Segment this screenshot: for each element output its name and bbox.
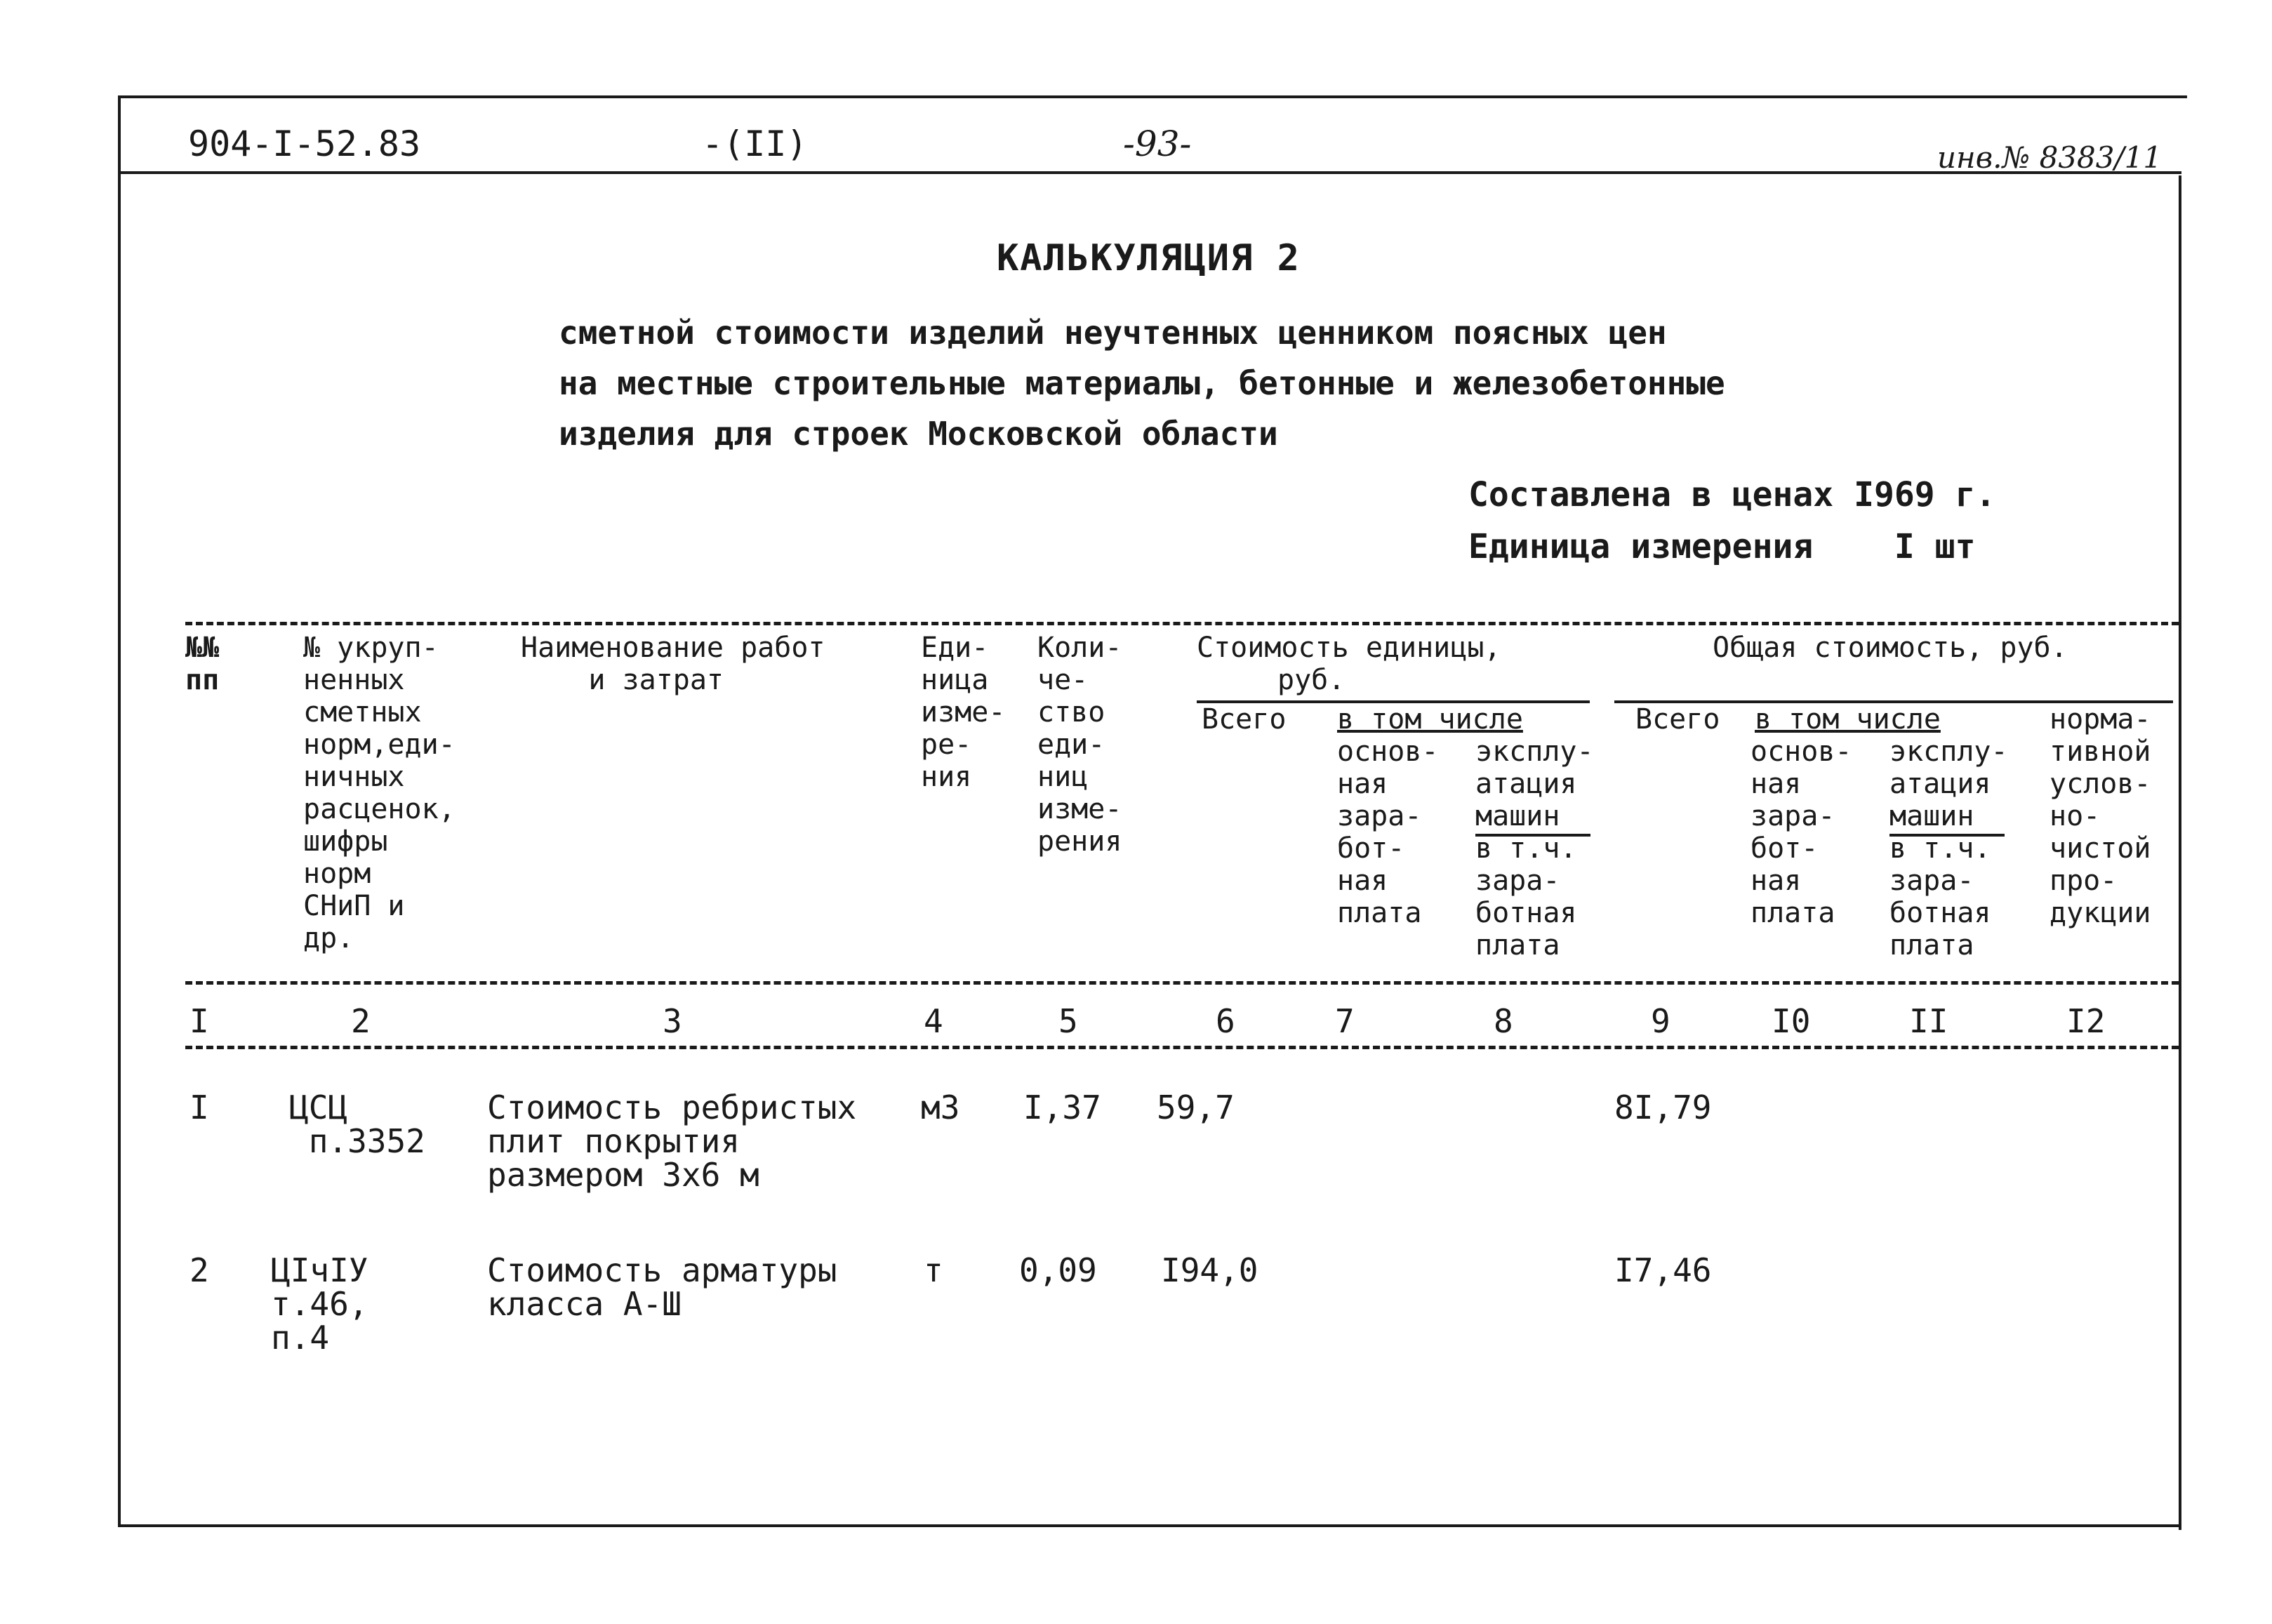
document-title: КАЛЬКУЛЯЦИЯ 2 (997, 237, 1301, 279)
col-header-name: Наименование работ и затрат (521, 632, 825, 696)
row-total: I7,46 (1614, 1251, 1712, 1289)
col-number-12: I2 (2066, 1002, 2106, 1040)
row-unit-total: 59,7 (1157, 1089, 1235, 1126)
row-unit-total: I94,0 (1161, 1251, 1258, 1289)
row-name: Стоимость ребристых плит покрытия размером 3х6 м (487, 1089, 857, 1194)
col-number-6: 6 (1216, 1002, 1235, 1040)
col-header-total-wage: основ- ная зара- бот- ная плата (1750, 736, 1852, 929)
table-top-rule (185, 622, 2179, 625)
col-header-unit-wage: основ- ная зара- бот- ная плата (1337, 736, 1439, 929)
row-qty: 0,09 (1019, 1251, 1097, 1289)
col-header-num: №№ пп (185, 632, 220, 696)
col-number-5: 5 (1058, 1002, 1078, 1040)
frame-top-border (118, 95, 2187, 98)
col-number-9: 9 (1651, 1002, 1670, 1040)
col-header-total-machines-wage: в т.ч. зара- ботная плата (1889, 832, 1991, 961)
col-number-3: 3 (663, 1002, 682, 1040)
col-header-total: Всего (1635, 703, 1720, 736)
row-number: 2 (190, 1251, 209, 1289)
col-number-8: 8 (1494, 1002, 1513, 1040)
row-unit: т (924, 1251, 943, 1289)
frame-left-border (118, 95, 121, 1527)
document-subtitle: сметной стоимости изделий неучтенных ценником поясных цен на местные строительные материалы, бетонные и железобетонные изделия для строек Московской области (559, 314, 1725, 453)
row-unit: м3 (921, 1089, 960, 1126)
header-bottom-rule (185, 981, 2179, 985)
row-code: ЦСЦ п.3352 (289, 1089, 425, 1160)
prices-note: Составлена в ценах I969 г. (1468, 475, 1996, 514)
col-header-unit-total: Всего (1202, 703, 1287, 736)
col-number-10: I0 (1772, 1002, 1811, 1040)
row-code: ЦIчIУ т.46, п.4 (271, 1251, 368, 1357)
colnum-bottom-rule (185, 1046, 2179, 1049)
page-number: -93- (1123, 124, 1192, 164)
col-header-unit-machines-wage: в т.ч. зара- ботная плата (1475, 832, 1577, 961)
frame-bottom-border (118, 1524, 2181, 1527)
col-number-11: II (1909, 1002, 1948, 1040)
row-name: Стоимость арматуры класса А-Ш (487, 1251, 837, 1323)
col-number-2: 2 (351, 1002, 371, 1040)
col-header-code: № укруп- ненных сметных норм,еди- ничных расценок, шифры норм СНиП и др. (303, 632, 456, 954)
row-qty: I,37 (1023, 1089, 1101, 1126)
col-header-unit-incl: в том числе (1337, 703, 1523, 736)
doc-code: 904-I-52.83 (188, 124, 421, 164)
col-header-total-machines: эксплу- атация машин (1889, 736, 2008, 832)
header-rule (118, 171, 2181, 174)
col-header-normative: норма- тивной услов- но- чистой про- дукции (2050, 703, 2151, 929)
col-header-unit-machines: эксплу- атация машин (1475, 736, 1594, 832)
col-number-4: 4 (924, 1002, 943, 1040)
col-header-total-incl: в том числе (1755, 703, 1941, 736)
frame-right-border (2179, 175, 2181, 1530)
row-number: I (190, 1089, 209, 1126)
col-header-qty: Коли- че- ство еди- ниц изме- рения (1037, 632, 1122, 858)
col-number-1: I (190, 1002, 209, 1040)
unit-note: Единица измерения I шт (1468, 527, 1976, 566)
unit-cost-group-title: Стоимость единицы, (1197, 632, 1501, 664)
inventory-number: инв.№ 8383/11 (1937, 140, 2163, 175)
col-number-7: 7 (1335, 1002, 1355, 1040)
document-meta (1468, 469, 1995, 573)
row-total: 8I,79 (1614, 1089, 1712, 1126)
col-header-unit: Еди- ница изме- ре- ния (921, 632, 1006, 793)
part-number: -(II) (702, 124, 808, 164)
total-group-title: Общая стоимость, руб. (1713, 632, 2068, 664)
unit-cost-group-unit: руб. (1277, 664, 1346, 696)
